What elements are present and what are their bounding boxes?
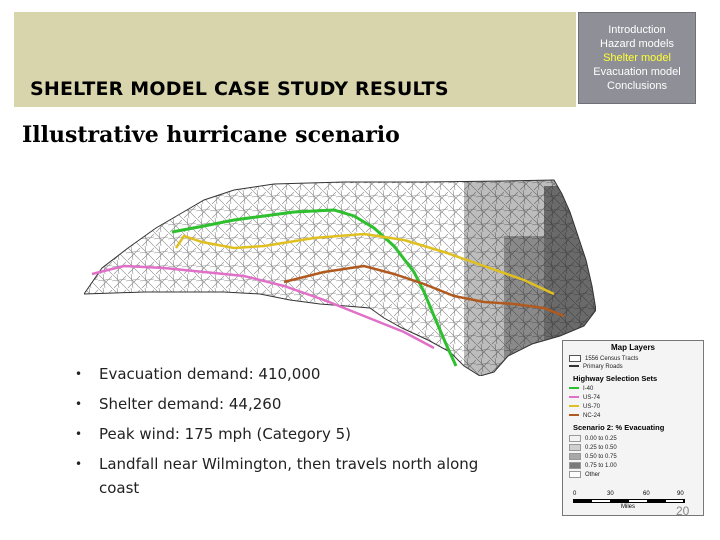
nc-map [84,176,596,376]
bullet-text: Landfall near Wilmington, then travels north along coast [99,455,479,497]
bullet-marker: • [75,427,83,441]
section-nav [578,12,696,104]
legend-label: 0.00 to 0.25 [585,436,617,443]
scale-tick-30: 30 [607,491,614,497]
legend-swatch [569,405,579,407]
bullet-text: Evacuation demand: 410,000 [99,365,321,383]
slide-title: SHELTER MODEL CASE STUDY RESULTS [30,78,449,100]
legend-layer-tracts [569,355,638,362]
bullet-evacuation-demand [72,362,492,386]
legend-swatch [569,365,579,367]
legend-label: Other [585,472,601,479]
legend-label: I-40 [583,386,594,392]
legend-swatch [569,453,581,460]
legend-label: 0.25 to 0.50 [585,445,617,452]
scale-segment [629,500,647,502]
page-number: 20 [676,504,690,518]
legend-class-1 [569,435,617,442]
legend-label: Primary Roads [583,364,623,370]
bullet-shelter-demand [72,392,492,416]
nav-item-hazard-models[interactable]: Hazard models [600,38,674,50]
bullet-list [72,362,492,506]
legend-swatch [569,414,579,416]
bullet-marker: • [75,397,83,411]
legend-label: 0.75 to 1.00 [585,463,617,470]
legend-swatch [569,471,581,478]
scale-bar [573,491,685,511]
legend-label: 1556 Census Tracts [585,356,639,363]
legend-highway-nc24 [569,413,600,419]
scale-tick-60: 60 [643,491,650,497]
legend-scenario-heading: Scenario 2: % Evacuating [573,423,665,432]
legend-class-2 [569,444,617,451]
nav-item-evacuation-model[interactable]: Evacuation model [593,66,681,78]
state-fill [84,176,596,376]
legend-swatch [569,462,581,469]
scale-bar-graphic [573,499,685,503]
legend-label: US-74 [583,395,601,401]
scale-segment [592,500,610,502]
legend-label: US-70 [583,404,601,410]
legend-swatch [569,355,581,362]
scale-segment [666,500,683,502]
bullet-text: Peak wind: 175 mph (Category 5) [99,425,352,443]
bullet-landfall [72,452,492,500]
legend-swatch [569,444,581,451]
map-legend [562,340,704,516]
legend-highway-us70 [569,404,600,410]
slide-subtitle: Illustrative hurricane scenario [22,122,400,148]
nav-item-shelter-model[interactable]: Shelter model [603,52,671,64]
legend-label: NC-24 [583,413,601,419]
legend-class-4 [569,462,617,469]
legend-highway-i40 [569,386,593,392]
legend-label: 0.50 to 0.75 [585,454,617,461]
nc-map-graphic [84,176,596,376]
bullet-marker: • [75,457,83,471]
scale-unit: Miles [621,504,636,510]
bullet-text: Shelter demand: 44,260 [99,395,282,413]
legend-highway-us74 [569,395,600,401]
nav-item-conclusions[interactable]: Conclusions [607,80,667,92]
legend-swatch [569,396,579,398]
bullet-peak-wind [72,422,492,446]
legend-title: Map Layers [610,343,656,352]
bullet-marker: • [75,367,83,381]
nav-item-introduction[interactable]: Introduction [608,24,666,36]
legend-highway-heading: Highway Selection Sets [573,374,658,383]
legend-swatch [569,435,581,442]
scale-tick-90: 90 [677,491,684,497]
legend-swatch [569,387,579,389]
scale-tick-0: 0 [573,491,577,497]
legend-class-3 [569,453,617,460]
legend-layer-roads [569,364,623,370]
legend-class-other [569,471,600,478]
